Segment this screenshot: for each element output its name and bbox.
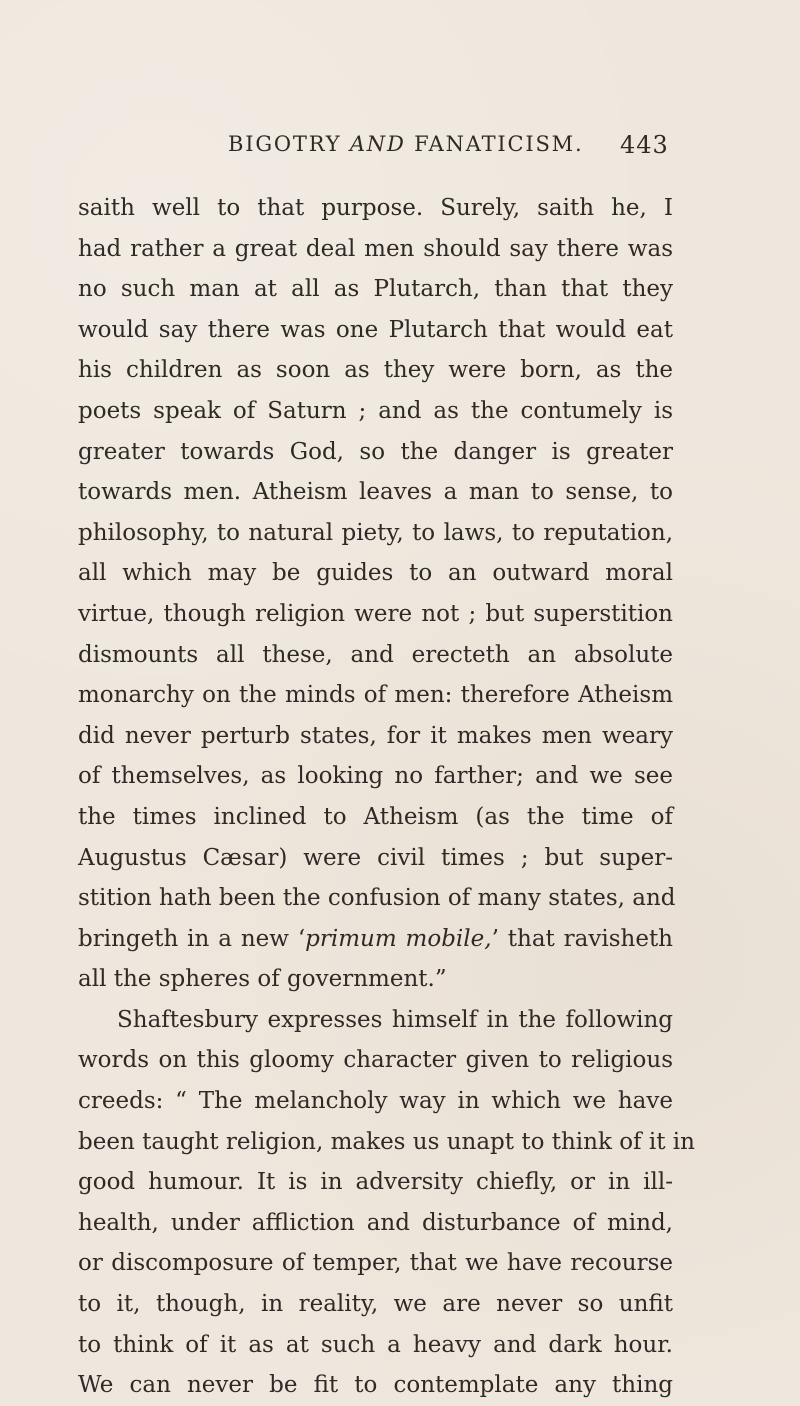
italic-phrase: primum mobile, <box>305 925 492 952</box>
text-line: health, under affliction and disturbance of mind, <box>78 1209 673 1236</box>
text-line: creeds: “ The melancholy way in which we have <box>78 1088 673 1115</box>
text-line: to think of it as at such a heavy and dark hour. <box>78 1331 673 1358</box>
running-head-left: BIGOTRY <box>228 132 342 156</box>
page-number: 443 <box>620 131 669 159</box>
text-line: poets speak of Saturn ; and as the contumely is <box>78 397 673 424</box>
page-header <box>0 130 800 170</box>
text-line: would say there was one Plutarch that would eat <box>78 316 673 343</box>
text-line: all which may be guides to an outward moral <box>78 560 673 587</box>
text-line: of themselves, as looking no farther; and we see <box>78 763 673 790</box>
text-line: monarchy on the minds of men: therefore Atheism <box>78 682 673 709</box>
text-line: saith well to that purpose. Surely, saith he, I <box>78 195 673 221</box>
text-line: towards men. Atheism leaves a man to sense, to <box>78 479 673 506</box>
text-line: Shaftesbury expresses himself in the following <box>117 1006 673 1033</box>
text-line: dismounts all these, and erecteth an absolute <box>78 641 673 668</box>
text-line-part: ’ that ravisheth <box>491 925 673 952</box>
text-line: been taught religion, makes us unapt to think of it in <box>78 1128 695 1155</box>
text-line: good humour. It is in adversity chiefly, or in ill- <box>78 1169 673 1196</box>
running-head-right: FANATICISM. <box>414 132 584 156</box>
text-line: his children as soon as they were born, as the <box>78 357 673 384</box>
running-head <box>228 132 583 156</box>
text-line: greater towards God, so the danger is greater <box>78 438 673 465</box>
paragraph-2 <box>78 1000 695 1406</box>
text-line-part: bringeth in a new ‘ <box>78 925 306 952</box>
running-head-and: AND <box>349 132 406 156</box>
text-line: no such man at all as Plutarch, than that they <box>78 276 673 303</box>
text-line: the times inclined to Atheism (as the time of <box>78 803 673 830</box>
text-line: had rather a great deal men should say there was <box>78 235 673 262</box>
text-line: all the spheres of government.” <box>78 966 447 993</box>
text-line: to it, though, in reality, we are never so unfit <box>78 1291 673 1318</box>
text-line: Augustus Cæsar) were civil times ; but super- <box>78 844 673 871</box>
text-line: philosophy, to natural piety, to laws, to reputation, <box>78 519 673 546</box>
text-line: or discomposure of temper, that we have recourse <box>78 1250 673 1277</box>
text-line: words on this gloomy character given to religious <box>78 1047 673 1074</box>
text-line: did never perturb states, for it makes men weary <box>78 722 673 749</box>
paragraph-1 <box>78 188 676 1000</box>
text-line: We can never be fit to contemplate any thing <box>78 1372 673 1399</box>
body-text <box>78 188 695 1406</box>
text-line: virtue, though religion were not ; but superstition <box>78 600 673 627</box>
text-line: stition hath been the confusion of many states, and <box>78 885 676 912</box>
text-line-italic-phrase <box>78 919 673 960</box>
